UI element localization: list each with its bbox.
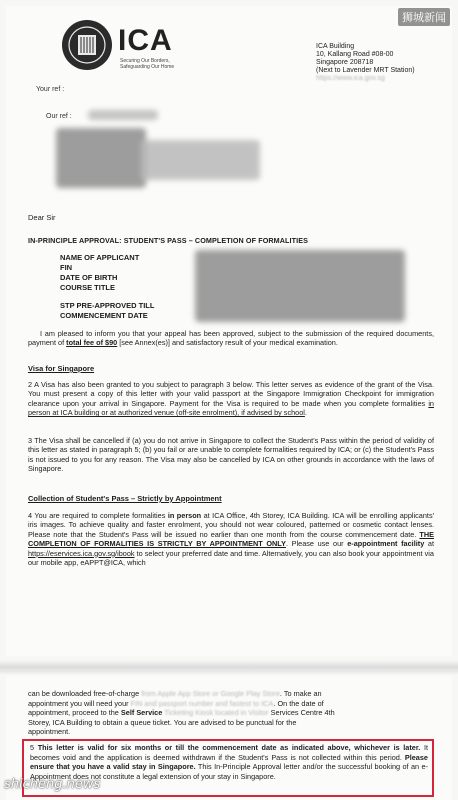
address-line: 10, Kallang Road #08-00 <box>316 51 394 58</box>
collection-heading: Collection of Student's Pass – Strictly by Appointment <box>28 494 222 503</box>
field-dob-label: DATE OF BIRTH <box>60 273 118 282</box>
your-ref-label: Your ref : <box>36 86 65 93</box>
ica-logo-text: ICA <box>118 24 173 57</box>
total-fee: total fee of $90 <box>66 338 118 348</box>
ibook-link[interactable]: https://eservices.ica.gov.sg/ibook <box>28 548 135 558</box>
watermark-bottom: shicheng.news <box>4 777 101 792</box>
paragraph-4-continued: can be downloaded free-of-charge from Apple App Store or Google Play Store. To make an appointment you will need your FIN and passport number and fastest to ICA. On the date of appointment, proceed to the Self Service Ticketing Kiosk located in Visitor Services Centre 4th Storey, ICA Building to obtain a queue ticket. You are advised to be punctual for the appointment. <box>28 689 335 736</box>
field-commencement-label: COMMENCEMENT DATE <box>60 311 148 320</box>
our-ref-label: Our ref : <box>46 113 72 120</box>
paragraph-2: 2 A Visa has also been granted to you subject to paragraph 3 below. This letter serves as evidence of the grant of the Visa. You must present a copy of this letter with your valid passport at the Singapore Immigration Checkpoint for immigration clearance upon your arrival in Singapore. Payment for the Visa is required to be made when you complete formalities in person at ICA building or at authorized venue (off-site enrolment), if advised by school. <box>28 380 434 418</box>
address-line: https://www.ica.gov.sg <box>316 75 385 82</box>
paragraph-intro: I am pleased to inform you that your appeal has been approved, subject to the submission of the required documents, payment of total fee of $90 [see Annex(es)] and satisfactory result of your medical examination. <box>28 329 434 348</box>
paragraph-3: 3 The Visa shall be cancelled if (a) you do not arrive in Singapore to collect the Student's Pass within the period of validity of this letter as stated in paragraph 5; (b) you fail or are unable to complete formalities required by ICA; or (c) the Student's Pass is not issued to you for any reason. The Visa may also be cancelled by ICA on other grounds in accordance with the laws of Singapore. <box>28 436 434 474</box>
field-fin-label: FIN <box>60 263 73 272</box>
visa-heading: Visa for Singapore <box>28 364 95 373</box>
ica-address <box>316 43 446 83</box>
redacted-ref <box>88 110 158 120</box>
letter-subject: IN-PRINCIPLE APPROVAL: STUDENT'S PASS – COMPLETION OF FORMALITIES <box>28 236 309 245</box>
field-stp-label: STP PRE-APPROVED TILL <box>60 301 155 310</box>
applicant-fields <box>60 253 139 293</box>
field-name-label: NAME OF APPLICANT <box>60 253 140 262</box>
paragraph-5: 5 This letter is valid for six months or till the commencement date as indicated above, whichever is later. It becomes void and the application is deemed withdrawn if the Student's Pass is not collected within this period. Please ensure that you have a valid stay in Singapore. This In-Principle Approval letter and/or the successful booking of an e-Appointment does not constitute a legal extension of your stay in Singapore. <box>30 743 428 781</box>
redacted-recipient-address <box>140 140 260 180</box>
address-line: Singapore 208718 <box>316 59 374 66</box>
ica-logo-tagline: Securing Our Borders, Safeguarding Our Home <box>120 58 175 70</box>
salutation: Dear Sir <box>28 213 56 222</box>
page-divider <box>0 660 458 674</box>
paragraph-4: 4 You are required to complete formalities in person at ICA Office, 4th Storey, ICA Building. ICA will be enrolling applicants' iris images. To achieve quality and faster enrolment, you should not wear coloured, patterned or cosmetic contact lenses. Please note that the Student's Pass will be issued no earlier than one month from the course commencement date. THE COMPLETION OF FORMALITIES IS STRICTLY BY APPOINTMENT ONLY. Please use our e-appointment facility at https://eservices.ica.gov.sg/ibook to select your preferred date and time. Alternatively, you can also book your appointment via our mobile app, eAPPT@ICA, which <box>28 511 434 568</box>
field-course-label: COURSE TITLE <box>60 283 116 292</box>
address-line: (Next to Lavender MRT Station) <box>316 67 415 74</box>
redacted-applicant-details <box>195 250 405 322</box>
watermark-top: 狮城新闻 <box>398 8 450 26</box>
stp-fields <box>60 301 154 321</box>
ica-crest-logo <box>62 20 112 70</box>
redacted-recipient <box>56 128 146 188</box>
address-line: ICA Building <box>316 43 355 50</box>
